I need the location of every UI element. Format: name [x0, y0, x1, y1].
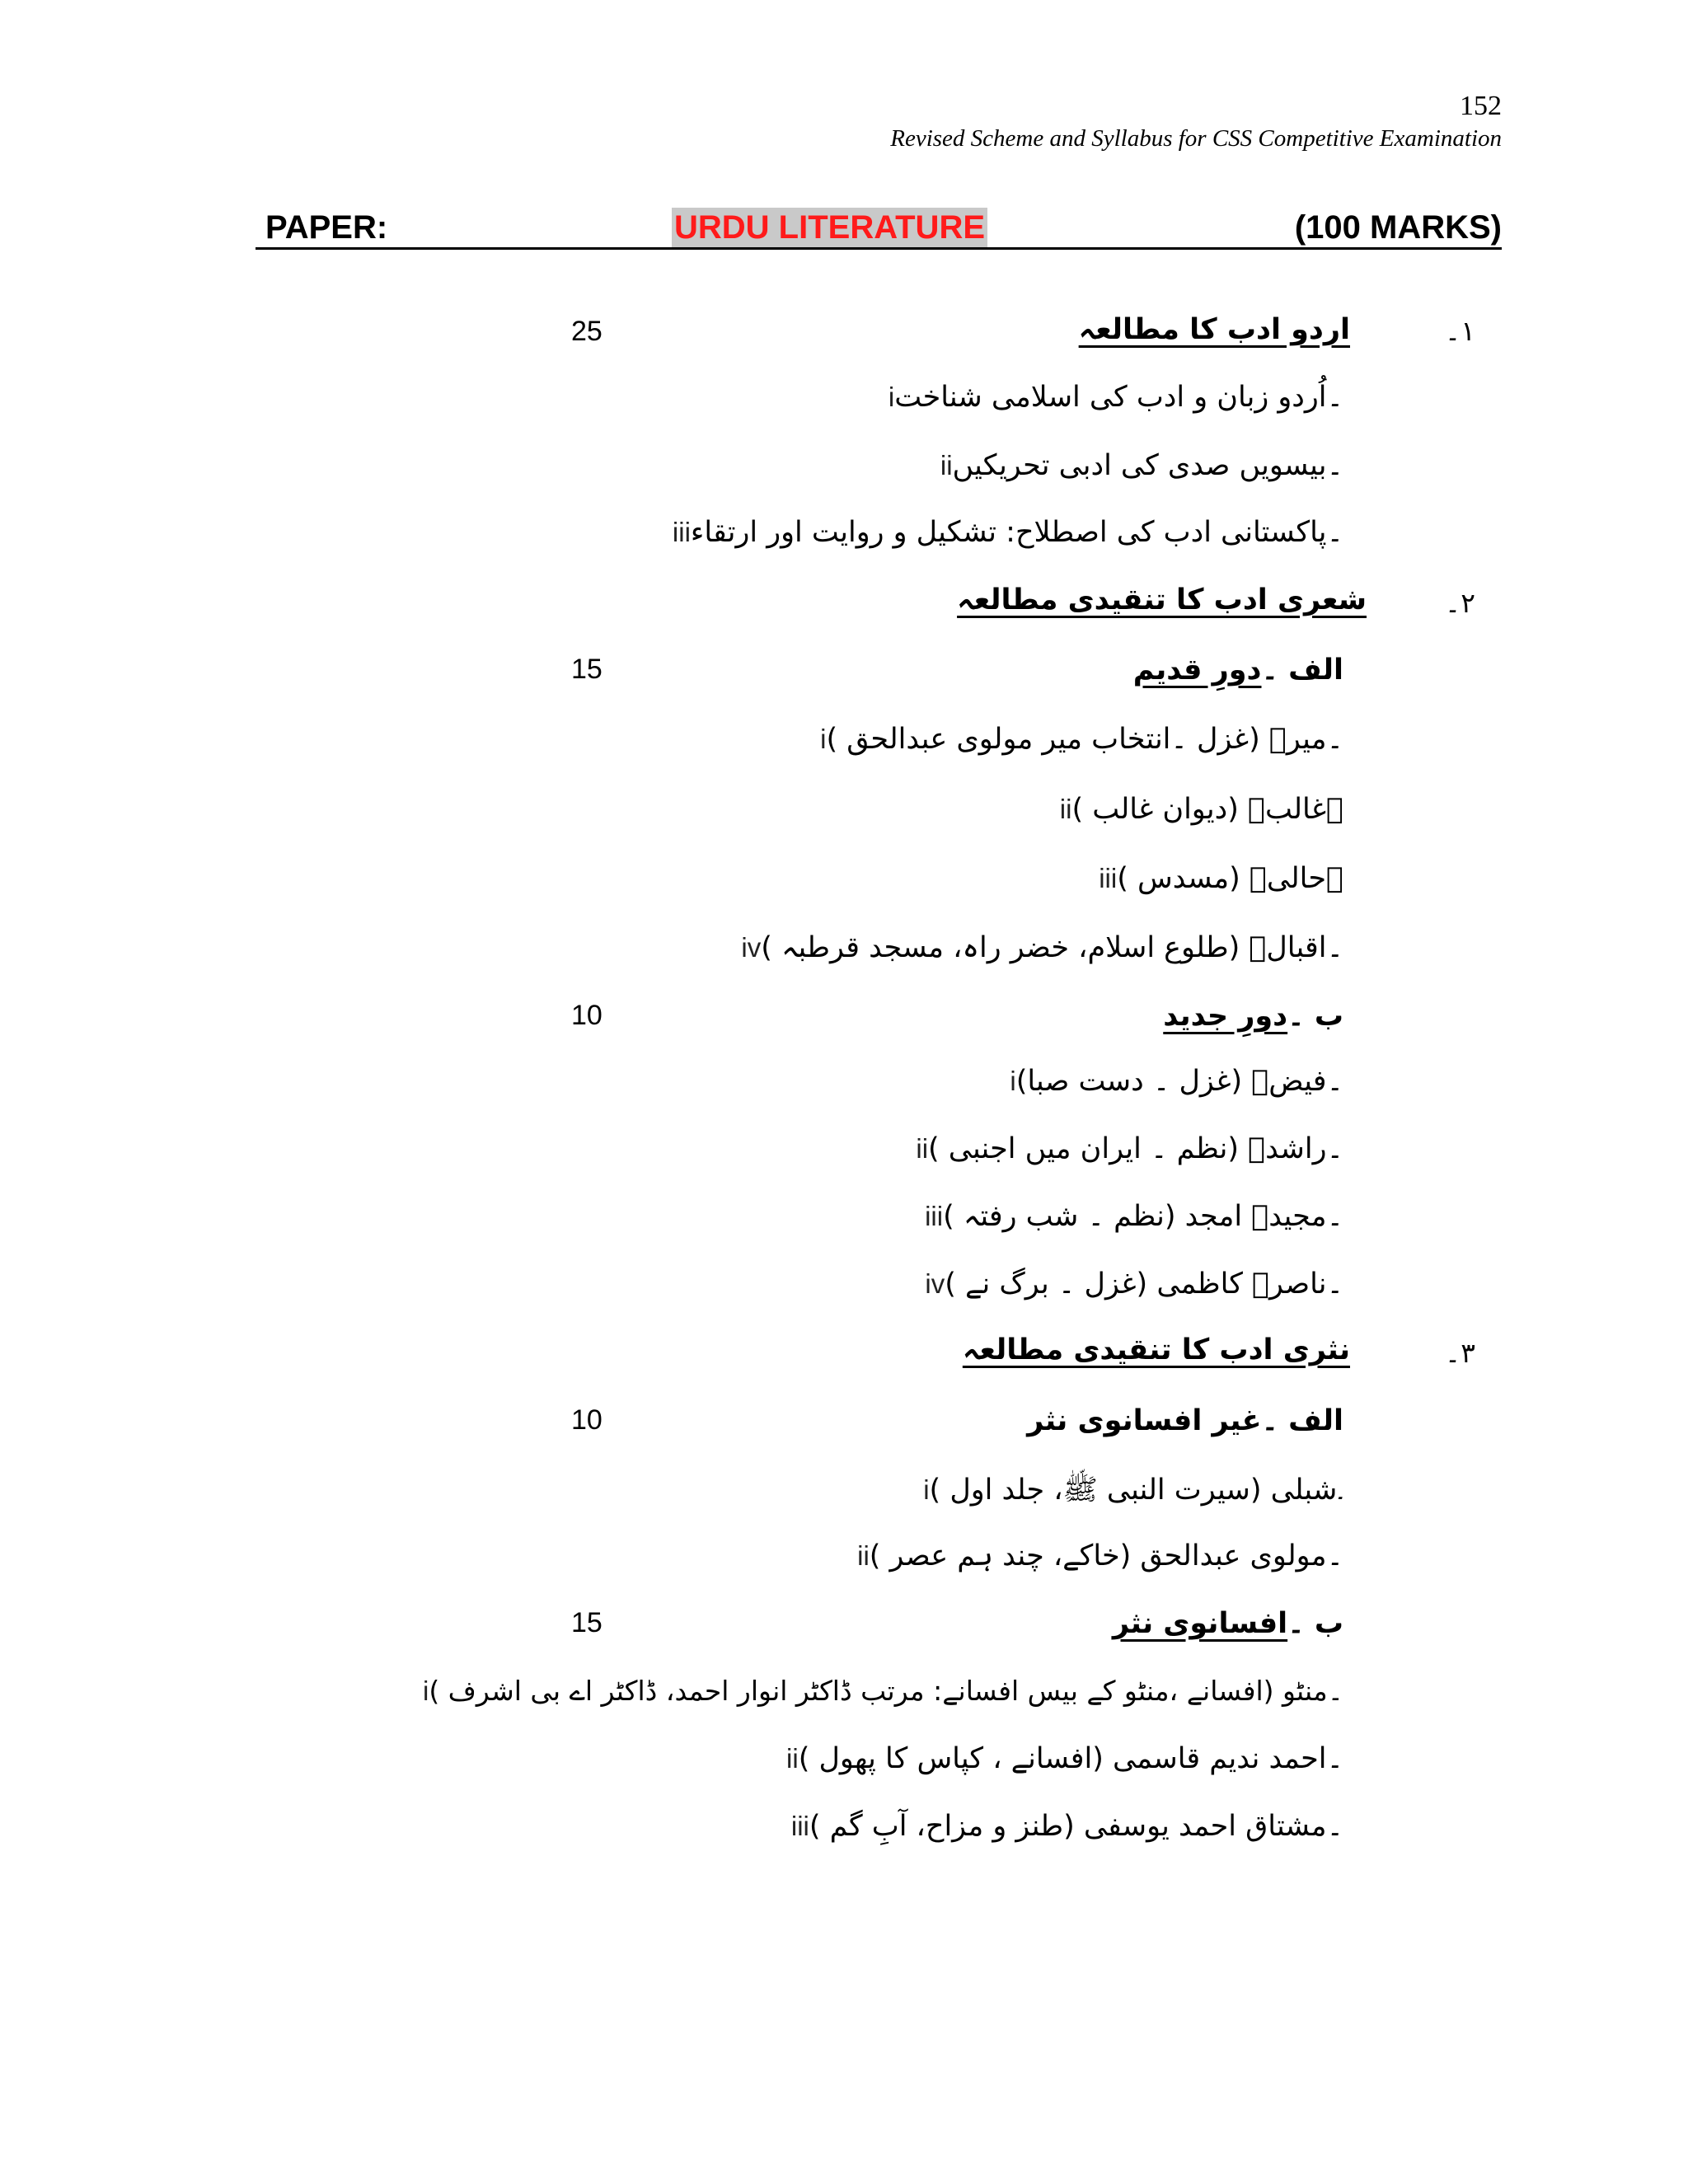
- paper-label: PAPER:: [265, 209, 388, 246]
- item-text: ۔شبلی (سیرت النبی ﷺ، جلد اول ): [929, 1474, 1343, 1507]
- section-heading: شعری ادب کا تنقیدی مطالعہ: [957, 583, 1367, 616]
- syllabus-item: [423, 1675, 1343, 1707]
- subsection-title: افسانوی نثر: [1112, 1607, 1288, 1640]
- syllabus-item: [1099, 862, 1343, 895]
- subsection-prefix: الف ۔: [1261, 1404, 1343, 1437]
- subsection-marks: 15: [571, 654, 603, 685]
- paper-subject-title: URDU LITERATURE: [672, 208, 987, 247]
- item-text: ۔ناصرؔ کاظمی (غزل ۔ برگ نے ): [945, 1268, 1343, 1301]
- section-heading: اردو ادب کا مطالعہ: [1078, 313, 1350, 346]
- item-numeral: iv: [925, 1268, 945, 1299]
- item-text: ۔اقبالؔ (طلوع اسلام، خضر راہ، مسجد قرطبہ ): [761, 931, 1343, 964]
- item-numeral: ii: [916, 1133, 929, 1164]
- syllabus-item: [889, 381, 1343, 414]
- section-number: ۳۔: [1444, 1337, 1475, 1369]
- item-text: ۔حالیؔ (مسدس ): [1117, 862, 1343, 895]
- subsection-prefix: ب ۔: [1287, 1000, 1343, 1033]
- item-text: ۔راشدؔ (نظم ۔ ایران میں اجنبی ): [928, 1132, 1343, 1165]
- item-text: ۔فیضؔ (غزل ۔ دست صبا): [1015, 1065, 1343, 1098]
- subsection-title: دورِ جدید: [1163, 1000, 1288, 1033]
- item-text: ۔مشتاق احمد یوسفی (طنز و مزاح، آبِ گم ): [809, 1810, 1343, 1843]
- item-text: ۔اُردو زبان و ادب کی اسلامی شناخت: [894, 381, 1343, 414]
- subsection-title: غیر افسانوی نثر: [1027, 1404, 1262, 1437]
- item-numeral: ii: [857, 1540, 870, 1571]
- item-numeral: i: [1010, 1066, 1016, 1096]
- syllabus-item: [940, 449, 1343, 482]
- item-text: ۔پاکستانی ادب کی اصطلاح: تشکیل و روایت اور ارتقاء: [690, 516, 1343, 549]
- syllabus-item: [791, 1810, 1343, 1843]
- syllabus-item: [786, 1742, 1343, 1775]
- item-text: ۔منٹو (افسانے ،منٹو کے بیس افسانے: مرتب ڈاکٹر انوار احمد، ڈاکٹر اے بی اشرف ): [429, 1675, 1343, 1707]
- running-header: Revised Scheme and Syllabus for CSS Competitive Examination: [890, 125, 1502, 152]
- item-numeral: ii: [940, 450, 953, 480]
- syllabus-item: [1060, 793, 1343, 826]
- item-text: ۔غالبؔ (دیوان غالب ): [1071, 793, 1343, 826]
- subsection-title: دورِ قدیم: [1132, 654, 1262, 687]
- subsection-prefix: ب ۔: [1287, 1607, 1343, 1640]
- item-numeral: iii: [672, 517, 691, 547]
- subsection-marks: 10: [571, 1000, 603, 1031]
- item-text: ۔مجیدؔ امجد (نظم ۔ شب رفتہ ): [943, 1200, 1343, 1233]
- item-text: ۔احمد ندیم قاسمی (افسانے ، کپاس کا پھول ): [798, 1742, 1343, 1775]
- section-heading: نثری ادب کا تنقیدی مطالعہ: [962, 1333, 1350, 1366]
- syllabus-item: [925, 1268, 1343, 1301]
- item-text: ۔مولوی عبدالحق (خاکے، چند ہم عصر ): [869, 1540, 1343, 1572]
- page-number: 152: [1460, 91, 1502, 121]
- item-numeral: i: [422, 1675, 429, 1706]
- syllabus-item: [673, 516, 1343, 549]
- subsection-heading: [1133, 654, 1343, 687]
- item-numeral: ii: [786, 1743, 799, 1774]
- section-number: ۱۔: [1444, 315, 1475, 347]
- syllabus-item: [916, 1132, 1343, 1165]
- subsection-prefix: الف ۔: [1261, 654, 1343, 687]
- item-numeral: ii: [1059, 794, 1072, 824]
- subsection-heading: [1027, 1404, 1343, 1437]
- item-numeral: iii: [925, 1201, 944, 1231]
- syllabus-item: [857, 1540, 1343, 1572]
- syllabus-item: [925, 1200, 1343, 1233]
- subsection-marks: 15: [571, 1607, 603, 1638]
- subsection-heading: [1163, 1000, 1343, 1033]
- section-marks: 25: [571, 316, 603, 347]
- item-numeral: i: [820, 724, 827, 754]
- item-text: ۔بیسویں صدی کی ادبی تحریکیں: [952, 449, 1343, 482]
- item-text: ۔میرؔ (غزل ۔انتخاب میر مولوی عبدالحق ): [826, 723, 1343, 756]
- item-numeral: iii: [1099, 863, 1118, 893]
- item-numeral: i: [888, 382, 895, 412]
- item-numeral: iii: [790, 1811, 809, 1841]
- syllabus-item: [820, 723, 1343, 756]
- syllabus-item: [741, 931, 1343, 964]
- syllabus-item: [1010, 1065, 1343, 1098]
- subsection-marks: 10: [571, 1404, 603, 1436]
- paper-total-marks: (100 MARKS): [1294, 209, 1502, 246]
- subsection-heading: [1113, 1607, 1343, 1640]
- section-number: ۲۔: [1444, 587, 1475, 619]
- item-numeral: i: [923, 1474, 930, 1505]
- syllabus-item: [923, 1472, 1343, 1514]
- item-numeral: iv: [741, 932, 762, 963]
- paper-title-line: [256, 208, 1502, 250]
